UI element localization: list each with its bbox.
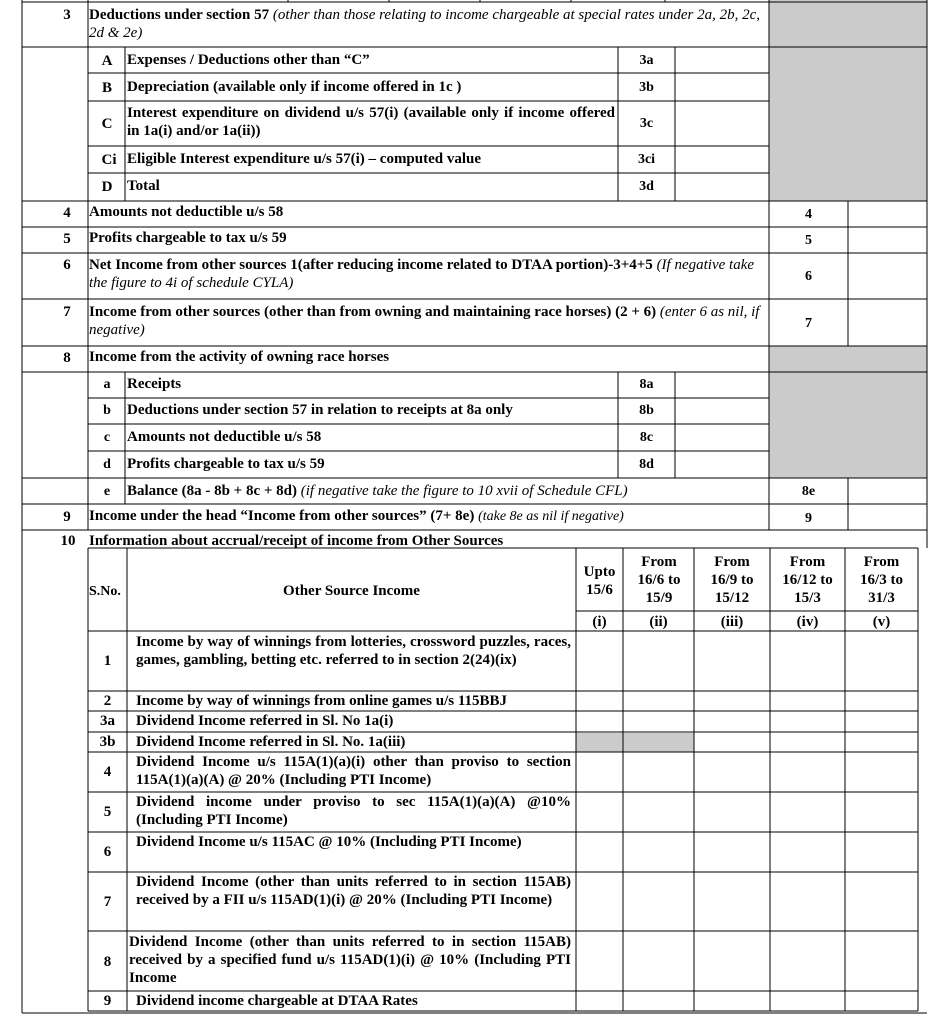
row-8a-amount-field[interactable] [676, 373, 768, 397]
row-3ci-letter: Ci [101, 152, 117, 168]
row-9-amount-field[interactable] [849, 505, 926, 529]
row-8a-label: Receipts [127, 376, 182, 392]
row-3d-letter: D [101, 179, 113, 195]
accrual-row-3a-period-3-field[interactable] [695, 712, 769, 731]
row-8c-label: Amounts not deductible u/s 58 [127, 429, 322, 445]
period-header-1: Upto 15/6 [583, 564, 616, 598]
row-6-code: 6 [805, 269, 812, 284]
period-header-2: From 16/6 to 15/9 [637, 554, 681, 606]
period-header-5: From 16/3 to 31/3 [860, 554, 903, 606]
accrual-row-3a-sno: 3a [100, 713, 115, 729]
row-8b-amount-field[interactable] [676, 399, 768, 423]
accrual-row-4-period-1-field[interactable] [577, 753, 622, 791]
accrual-row-3b-period-3-field[interactable] [695, 733, 769, 751]
accrual-row-4-period-3-field[interactable] [695, 753, 769, 791]
accrual-row-7-period-4-field[interactable] [771, 873, 844, 930]
accrual-row-1-period-5-field[interactable] [846, 632, 917, 690]
row-8c-amount-field[interactable] [676, 425, 768, 450]
accrual-row-3b-period-4-field[interactable] [771, 733, 844, 751]
row-6-note: (If negative take the figure to 4i of schedule CYLA) [89, 257, 755, 291]
accrual-row-8-sno: 8 [103, 954, 112, 970]
accrual-row-8-period-4-field[interactable] [771, 932, 844, 990]
accrual-row-3a-period-5-field[interactable] [846, 712, 917, 731]
accrual-row-7-period-5-field[interactable] [846, 873, 917, 930]
row-3a-code: 3a [639, 53, 654, 68]
row-8d-label: Profits chargeable to tax u/s 59 [127, 456, 325, 472]
accrual-row-2-period-5-field[interactable] [846, 692, 917, 710]
row-3d-amount-field[interactable] [676, 174, 768, 200]
row-8b-code: 8b [639, 403, 654, 418]
accrual-row-9-period-1-field[interactable] [577, 992, 622, 1010]
accrual-row-2-period-1-field[interactable] [577, 692, 622, 710]
row-3c-label: Interest expenditure on dividend u/s 57(i) (available only if income offered in 1a(i) and/or 1a(ii)) [127, 105, 615, 139]
accrual-row-4-period-4-field[interactable] [771, 753, 844, 791]
accrual-row-5-period-3-field[interactable] [695, 793, 769, 831]
accrual-row-4-period-5-field[interactable] [846, 753, 917, 791]
row-3b-code: 3b [639, 80, 654, 95]
period-roman-2: (ii) [649, 614, 668, 630]
accrual-row-9-description: Dividend income chargeable at DTAA Rates [136, 993, 418, 1009]
row-8e-amount-field[interactable] [849, 479, 926, 503]
accrual-row-7-period-3-field[interactable] [695, 873, 769, 930]
accrual-row-5-description: Dividend income under proviso to sec 115A(1)(a)(A) @10% (Including PTI Income) [136, 794, 571, 828]
row-8-number: 8 [63, 350, 71, 366]
row-3ci-amount-field[interactable] [676, 147, 768, 172]
accrual-row-7-description: Dividend Income (other than units referred to in section 115AB) received by a FII u/s 115AD(1)(i) @ 20% (Including PTI Income) [136, 874, 571, 908]
accrual-row-7-sno: 7 [103, 894, 112, 910]
accrual-row-9-period-2-field[interactable] [624, 992, 693, 1010]
row-8c-code: 8c [639, 430, 654, 445]
accrual-row-9-period-4-field[interactable] [771, 992, 844, 1010]
row-3d-code: 3d [639, 179, 654, 194]
row-7-note: (enter 6 as nil, if negative) [89, 304, 760, 338]
row-8d-letter: d [103, 457, 111, 472]
accrual-row-3b-period-1-field [577, 733, 622, 751]
row-3-label [89, 6, 767, 42]
accrual-row-8-description: Dividend Income (other than units referred to in section 115AB) received by a specified fund u/s 115AD(1)(i) @ 10% (Including PTI Income [129, 934, 571, 986]
accrual-row-5-period-1-field[interactable] [577, 793, 622, 831]
accrual-row-6-period-3-field[interactable] [695, 833, 769, 871]
row-3c-code: 3c [639, 116, 654, 131]
row-8b-letter: b [103, 403, 111, 418]
section-10-title: Information about accrual/receipt of income from Other Sources [89, 533, 504, 549]
accrual-row-2-description: Income by way of winnings from online games u/s 115BBJ [136, 693, 508, 709]
row-6-label [89, 256, 767, 292]
accrual-row-5-period-5-field[interactable] [846, 793, 917, 831]
row-9-label [89, 507, 767, 526]
accrual-row-6-period-5-field[interactable] [846, 833, 917, 871]
row-8e-note: (if negative take the figure to 10 xvii of Schedule CFL) [300, 483, 628, 499]
accrual-row-9-sno: 9 [103, 993, 112, 1009]
accrual-row-1-sno: 1 [103, 653, 112, 669]
accrual-row-3a-period-4-field[interactable] [771, 712, 844, 731]
period-header-4: From 16/12 to 15/3 [782, 554, 833, 606]
row-7-title: Income from other sources (other than from owning and maintaining race horses) (2 + 6) [89, 304, 657, 320]
accrual-row-6-period-2-field[interactable] [624, 833, 693, 871]
row-8e-title: Balance (8a - 8b + 8c + 8d) [127, 483, 298, 499]
row-3b-letter: B [101, 80, 112, 96]
row-8d-amount-field[interactable] [676, 452, 768, 477]
accrual-row-6-sno: 6 [103, 844, 112, 860]
row-4-number: 4 [63, 205, 71, 221]
row-8b-label: Deductions under section 57 in relation to receipts at 8a only [127, 402, 513, 418]
row-4-code: 4 [805, 207, 812, 222]
accrual-row-3b-sno: 3b [99, 734, 116, 750]
accrual-row-5-period-2-field[interactable] [624, 793, 693, 831]
accrual-row-4-period-2-field[interactable] [624, 753, 693, 791]
accrual-row-8-period-3-field[interactable] [695, 932, 769, 990]
row-9-code: 9 [805, 511, 812, 526]
row-7-label [89, 303, 767, 339]
period-header-3: From 16/9 to 15/12 [710, 554, 754, 606]
row-5-amount-field[interactable] [849, 228, 926, 252]
row-3-note: (other than those relating to income chargeable at special rates under 2a, 2b, 2c, 2d & 2e) [89, 7, 761, 41]
accrual-row-3a-period-2-field[interactable] [624, 712, 693, 731]
row-7-number: 7 [63, 304, 71, 320]
accrual-row-1-description: Income by way of winnings from lotteries, crossword puzzles, races, games, gambling, betting etc. referred to in section 2(24)(ix) [136, 634, 571, 668]
accrual-row-1-period-1-field[interactable] [577, 632, 622, 690]
row-8e-code: 8e [801, 484, 816, 499]
row-8e-letter: e [103, 484, 111, 499]
period-roman-4: (iv) [796, 614, 819, 630]
row-3-number: 3 [63, 7, 71, 23]
row-3-title: Deductions under section 57 [89, 7, 270, 23]
accrual-row-4-sno: 4 [103, 764, 112, 780]
period-roman-5: (v) [872, 614, 891, 630]
row-3c-letter: C [101, 116, 113, 132]
accrual-row-3b-period-5-field[interactable] [846, 733, 917, 751]
row-3b-amount-field[interactable] [676, 74, 768, 100]
row-3a-amount-field[interactable] [676, 48, 768, 72]
row-8a-letter: a [103, 377, 111, 392]
accrual-row-8-period-2-field[interactable] [624, 932, 693, 990]
row-6-amount-field[interactable] [849, 254, 926, 298]
accrual-row-8-period-1-field[interactable] [577, 932, 622, 990]
row-9-note: (take 8e as nil if negative) [478, 509, 624, 524]
row-5-number: 5 [63, 231, 71, 247]
accrual-row-3a-period-1-field[interactable] [577, 712, 622, 731]
accrual-row-9-period-5-field[interactable] [846, 992, 917, 1010]
row-9-title: Income under the head “Income from other sources” (7+ 8e) [89, 508, 475, 524]
accrual-row-9-period-3-field[interactable] [695, 992, 769, 1010]
sno-header: S.No. [89, 584, 121, 599]
row-8e-label [127, 482, 767, 500]
row-9-number: 9 [63, 509, 71, 525]
other-source-income-header: Other Source Income [283, 583, 420, 599]
row-3a-letter: A [101, 53, 113, 69]
accrual-row-7-period-1-field[interactable] [577, 873, 622, 930]
section-10-number: 10 [60, 533, 76, 549]
row-3a-label: Expenses / Deductions other than “C” [127, 52, 370, 68]
accrual-row-2-period-4-field[interactable] [771, 692, 844, 710]
row-4-amount-field[interactable] [849, 202, 926, 226]
row-6-number: 6 [63, 257, 71, 273]
accrual-row-7-period-2-field[interactable] [624, 873, 693, 930]
row-6-title: Net Income from other sources 1(after reducing income related to DTAA portion)-3+4+5 [89, 257, 653, 273]
row-5-code: 5 [805, 233, 812, 248]
row-3ci-label: Eligible Interest expenditure u/s 57(i) – computed value [127, 151, 482, 167]
accrual-row-2-sno: 2 [103, 693, 112, 709]
accrual-row-1-period-4-field[interactable] [771, 632, 844, 690]
row-8-label: Income from the activity of owning race horses [89, 349, 390, 365]
accrual-row-1-period-3-field[interactable] [695, 632, 769, 690]
row-3ci-code: 3ci [637, 152, 656, 167]
accrual-row-2-period-2-field[interactable] [624, 692, 693, 710]
row-7-code: 7 [805, 316, 812, 331]
row-3b-label: Depreciation (available only if income offered in 1c ) [127, 79, 462, 95]
row-8a-code: 8a [639, 377, 654, 392]
accrual-row-6-period-4-field[interactable] [771, 833, 844, 871]
row-4-label: Amounts not deductible u/s 58 [89, 204, 284, 220]
period-roman-1: (i) [592, 614, 607, 630]
accrual-row-3a-description: Dividend Income referred in Sl. No 1a(i) [136, 713, 394, 729]
accrual-row-6-period-1-field[interactable] [577, 833, 622, 871]
row-7-amount-field[interactable] [849, 300, 926, 345]
accrual-row-5-period-4-field[interactable] [771, 793, 844, 831]
row-3c-amount-field[interactable] [676, 102, 768, 145]
row-8c-letter: c [103, 430, 111, 445]
accrual-row-1-period-2-field[interactable] [624, 632, 693, 690]
accrual-row-2-period-3-field[interactable] [695, 692, 769, 710]
row-5-label: Profits chargeable to tax u/s 59 [89, 230, 287, 246]
accrual-row-8-period-5-field[interactable] [846, 932, 917, 990]
accrual-row-6-description: Dividend Income u/s 115AC @ 10% (Including PTI Income) [136, 834, 522, 850]
accrual-row-3b-period-2-field [624, 733, 693, 751]
accrual-row-5-sno: 5 [103, 804, 112, 820]
row-3d-label: Total [127, 178, 160, 194]
accrual-row-4-description: Dividend Income u/s 115A(1)(a)(i) other than proviso to section 115A(1)(a)(A) @ 20% (Including PTI Income) [136, 754, 571, 788]
row-8d-code: 8d [639, 457, 654, 472]
period-roman-3: (iii) [720, 614, 744, 630]
accrual-row-3b-description: Dividend Income referred in Sl. No. 1a(iii) [136, 734, 406, 750]
